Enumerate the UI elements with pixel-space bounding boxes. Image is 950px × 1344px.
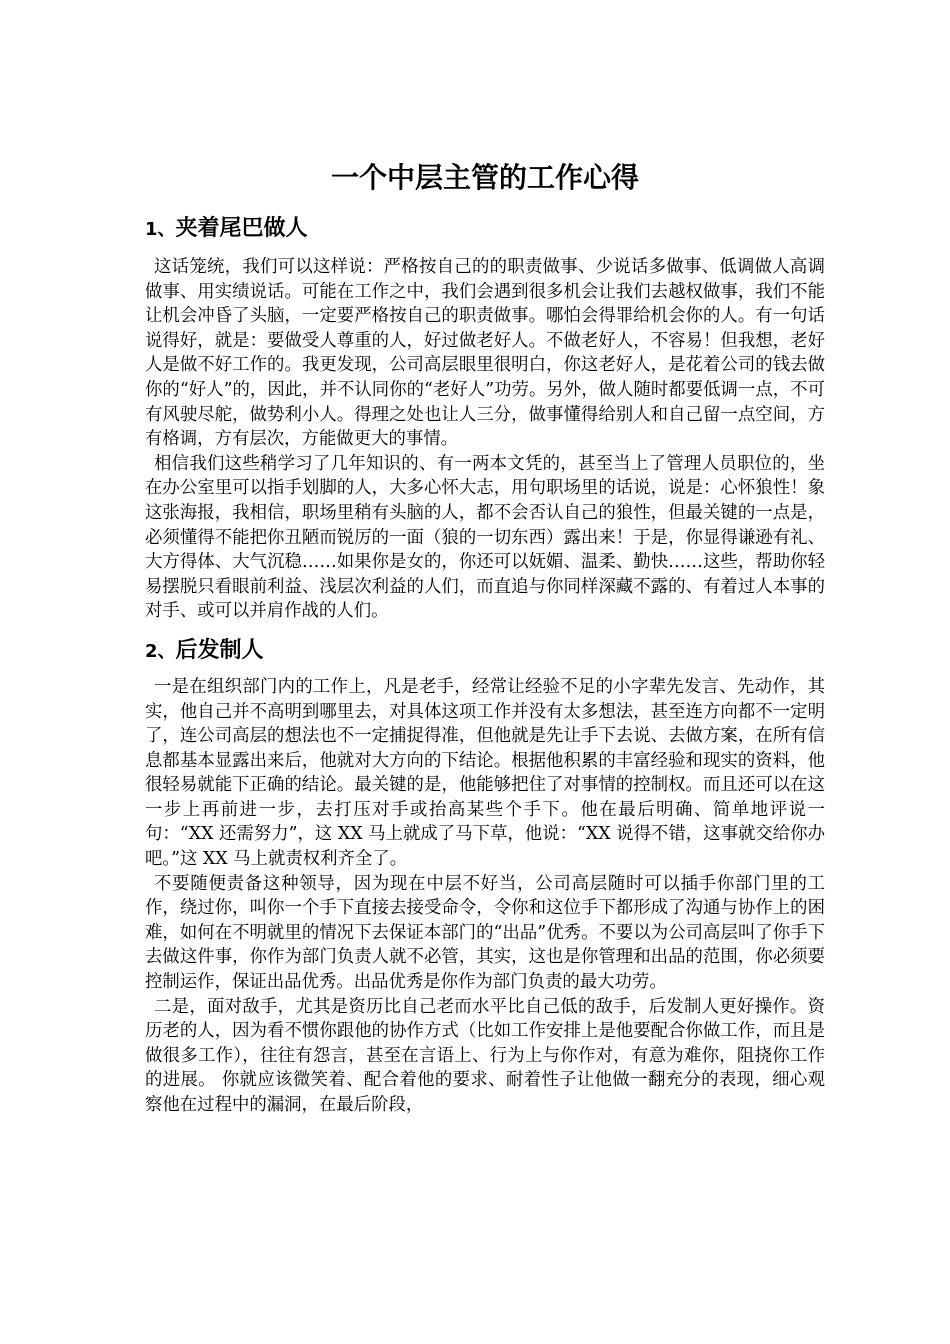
section-heading-text: 后发制人 xyxy=(175,637,264,663)
paragraph: 相信我们这些稍学习了几年知识的、有一两本文凭的，甚至当上了管理人员职位的，坐在办公室里可以指手划脚的人，大多心怀大志，用句职场里的话说，说是：心怀狼性！象这张海报，我相信，职场里稍有头脑的人，都不会否认自己的狼性，但最关键的一点是，必须懂得不能把你丑陋而锐厉的一面（狼的一切东西）露出来！于是，你显得谦逊有礼、大方得体、大气沉稳……如果你是女的，你还可以妩媚、温柔、勤快……这些，帮助你轻易摆脱只看眼前利益、浅层次利益的人们，而直追与你同样深藏不露的、有着过人本事的对手、或可以并肩作战的人们。 xyxy=(145,453,825,622)
section-number: 2、 xyxy=(145,640,176,662)
section-2 xyxy=(145,628,825,1118)
paragraph: 一是在组织部门内的工作上，凡是老手，经常让经验不足的小字辈先发言、先动作，其实，他自己并不高明到哪里去，对具体这项工作并没有太多想法，甚至连方向都不一定明了，连公司高层的想法也不一定捕捉得准，但他就是先让手下去说、去做方案，在所有信息都基本显露出来后，他就对大方向的下结论。根据他积累的丰富经验和现实的资料，他很轻易就能下正确的结论。最关键的是，他能够把住了对事情的控制权。而且还可以在这一步上再前进一步，去打压对手或抬高某些个手下。他在最后明确、简单地评说一句：“XX 还需努力”，这 XX 马上就成了马下草，他说：“XX 说得不错，这事就交给你办吧。”这 XX 马上就责权利齐全了。 xyxy=(145,676,825,870)
section-heading xyxy=(145,628,825,675)
paragraph: 不要随便责备这种领导，因为现在中层不好当，公司高层随时可以插手你部门里的工作，绕过你，叫你一个手下直接去接受命令，令你和这位手下都形成了沟通与协作上的困难，如何在不明就里的情况下去保证本部门的“出品”优秀。不要以为公司高层叫了你手下去做这件事，你作为部门负责人就不必管，其实，这也是你管理和出品的范围，你必须要控制运作，保证出品优秀。出品优秀是你作为部门负责的最大功劳。 xyxy=(145,873,825,993)
section-heading-text: 夹着尾巴做人 xyxy=(175,216,308,241)
section-number: 1、 xyxy=(145,219,176,240)
paragraph: 这话笼统，我们可以这样说：严格按自己的的职责做事、少说话多做事、低调做人高调做事、用实绩说话。可能在工作之中，我们会遇到很多机会让我们去越权做事，我们不能让机会冲昏了头脑，一定要严格按自己的职责做事。哪怕会得罪给机会你的人。有一句话说得好，就是：要做受人尊重的人，好过做老好人。不做老好人，不容易！但我想，老好人是做不好工作的。我更发现，公司高层眼里很明白，你这老好人，是花着公司的钱去做你的“好人”的，因此，并不认同你的“老好人”功劳。另外，做人随时都要低调一点，不可有风驶尽舵，做势利小人。得理之处也让人三分，做事懂得给别人和自己留一点空间，方有格调，方有层次，方能做更大的事情。 xyxy=(145,257,825,450)
section-heading xyxy=(145,206,825,253)
document-title: 一个中层主管的工作心得 xyxy=(330,161,639,194)
section-1 xyxy=(145,206,825,624)
document-page xyxy=(145,150,825,1118)
paragraph: 二是，面对敌手，尤其是资历比自己老而水平比自己低的敌手，后发制人更好操作。资历老的人，因为看不惯你跟他的协作方式（比如工作安排上是他要配合你做工作，而且是做很多工作），往往有怨言，甚至在言语上、行为上与你作对，有意为难你，阻挠你工作的进展。 你就应该微笑着、配合着他的要求、耐着性子让他做一翻充分的表现，细心观察他在过程中的漏洞，在最后阶段， xyxy=(145,996,825,1115)
